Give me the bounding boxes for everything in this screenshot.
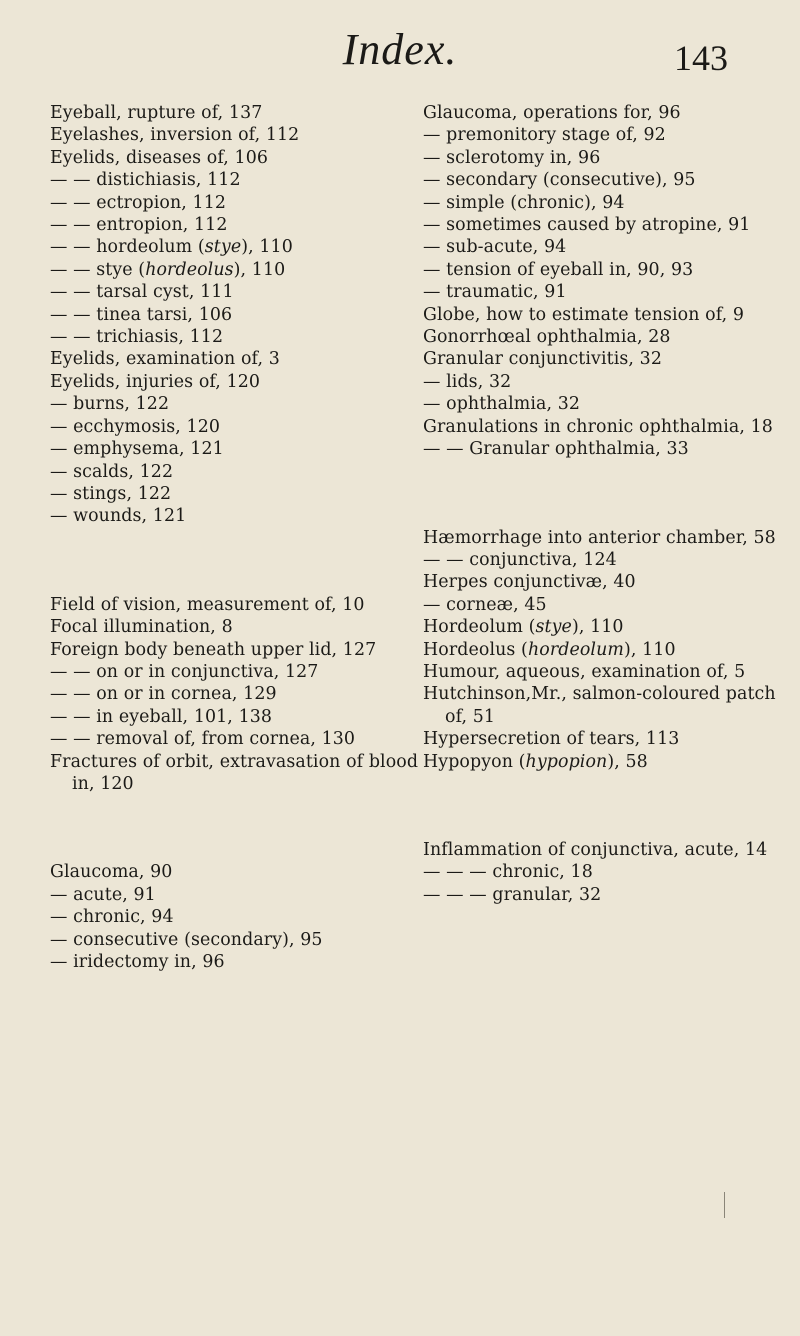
index-entry: Hordeolum (stye), 110: [423, 617, 624, 638]
index-entry: — — tinea tarsi, 106: [50, 304, 233, 325]
right-column: [423, 102, 791, 906]
index-entry: Foreign body beneath upper lid, 127: [50, 639, 377, 660]
index-entry: — — distichiasis, 112: [50, 170, 241, 191]
index-entry: — — removal of, from cornea, 130: [50, 729, 356, 750]
index-entry: Hordeolus (hordeolum), 110: [423, 639, 676, 660]
index-entry: — sometimes caused by atropine, 91: [423, 215, 751, 236]
index-entry: Inflammation of conjunctiva, acute, 14: [423, 839, 768, 860]
italic-term: stye: [535, 617, 572, 638]
index-entry: Eyelids, diseases of, 106: [50, 147, 269, 168]
index-entry: — — stye (hordeolus), 110: [50, 259, 286, 280]
italic-term: hordeolus: [145, 259, 234, 280]
index-entry: Fractures of orbit, extravasation of blood in, 120: [50, 751, 419, 794]
index-entry: Glaucoma, operations for, 96: [423, 103, 681, 123]
running-head: [0, 22, 800, 82]
index-entry: — scalds, 122: [50, 461, 174, 482]
index-entry: Eyelids, injuries of, 120: [50, 371, 261, 392]
index-group-i: [423, 839, 791, 906]
italic-term: hypopion: [525, 751, 608, 772]
index-entry: — — hordeolum (stye), 110: [50, 237, 293, 258]
index-entry: — premonitory stage of, 92: [423, 125, 666, 146]
index-entry: — — on or in conjunctiva, 127: [50, 661, 319, 682]
group-spacer: [50, 528, 428, 594]
index-entry: Globe, how to estimate tension of, 9: [423, 304, 745, 325]
index-entry: Hypopyon (hypopion), 58: [423, 751, 648, 772]
index-entry: — — on or in cornea, 129: [50, 684, 277, 705]
index-entry: — — in eyeball, 101, 138: [50, 706, 273, 727]
print-mark: [724, 1192, 725, 1218]
index-entry: Granular conjunctivitis, 32: [423, 349, 662, 370]
index-entry: — — tarsal cyst, 111: [50, 282, 234, 303]
group-spacer: [50, 795, 428, 861]
index-entry: — secondary (consecutive), 95: [423, 170, 696, 191]
index-entry: — — entropion, 112: [50, 215, 228, 236]
index-entry: Focal illumination, 8: [50, 617, 233, 638]
index-group-g-continued: [423, 102, 791, 461]
index-entry: Field of vision, measurement of, 10: [50, 594, 365, 615]
index-entry: Hæmorrhage into anterior chamber, 58: [423, 527, 776, 548]
index-entry: — — conjunctiva, 124: [423, 549, 617, 570]
index-entry: — sub-acute, 94: [423, 237, 567, 258]
index-entry: Eyelashes, inversion of, 112: [50, 125, 300, 146]
index-entry: — corneæ, 45: [423, 594, 547, 615]
index-entry: Eyeball, rupture of, 137: [50, 103, 263, 123]
index-entry: — ecchymosis, 120: [50, 416, 221, 437]
index-entry: — — — chronic, 18: [423, 862, 593, 883]
index-entry: Eyelids, examination of, 3: [50, 349, 280, 370]
index-entry: — — ectropion, 112: [50, 192, 227, 213]
index-entry: — wounds, 121: [50, 506, 187, 527]
index-group-f: [50, 594, 428, 796]
index-entry: Granulations in chronic ophthalmia, 18: [423, 416, 773, 437]
italic-term: stye: [204, 237, 242, 258]
index-entry: Humour, aqueous, examination of, 5: [423, 661, 746, 682]
index-entry: — chronic, 94: [50, 907, 174, 928]
page-title: Index.: [342, 25, 458, 74]
index-group-g: [50, 861, 428, 973]
index-entry: — — trichiasis, 112: [50, 327, 224, 348]
index-entry: Herpes conjunctivæ, 40: [423, 572, 636, 593]
index-entry: Hutchinson,Mr., salmon-coloured patch of, 51: [423, 684, 776, 727]
index-entry: — sclerotomy in, 96: [423, 147, 601, 168]
index-entry: — stings, 122: [50, 483, 172, 504]
left-column: [50, 102, 428, 973]
index-entry: — ophthalmia, 32: [423, 394, 581, 415]
index-entry: — — — granular, 32: [423, 884, 602, 905]
index-entry: — consecutive (secondary), 95: [50, 929, 323, 950]
index-entry: Hypersecretion of tears, 113: [423, 729, 680, 750]
index-entry: — emphysema, 121: [50, 439, 224, 460]
index-entry: — traumatic, 91: [423, 282, 567, 303]
italic-term: hordeolum: [527, 639, 624, 660]
group-spacer: [423, 773, 791, 839]
index-group-e: [50, 102, 428, 528]
index-entry: — — Granular ophthalmia, 33: [423, 439, 689, 460]
index-group-h: [423, 527, 791, 773]
index-entry: Gonorrhœal ophthalmia, 28: [423, 327, 671, 348]
index-entry: — lids, 32: [423, 371, 512, 392]
index-entry: — tension of eyeball in, 90, 93: [423, 259, 694, 280]
index-entry: — acute, 91: [50, 884, 156, 905]
index-entry: — burns, 122: [50, 394, 170, 415]
index-entry: — iridectomy in, 96: [50, 952, 225, 972]
group-spacer: [423, 461, 791, 527]
index-entry: — simple (chronic), 94: [423, 192, 625, 213]
index-entry: Glaucoma, 90: [50, 862, 173, 883]
page-number: 143: [674, 38, 728, 78]
